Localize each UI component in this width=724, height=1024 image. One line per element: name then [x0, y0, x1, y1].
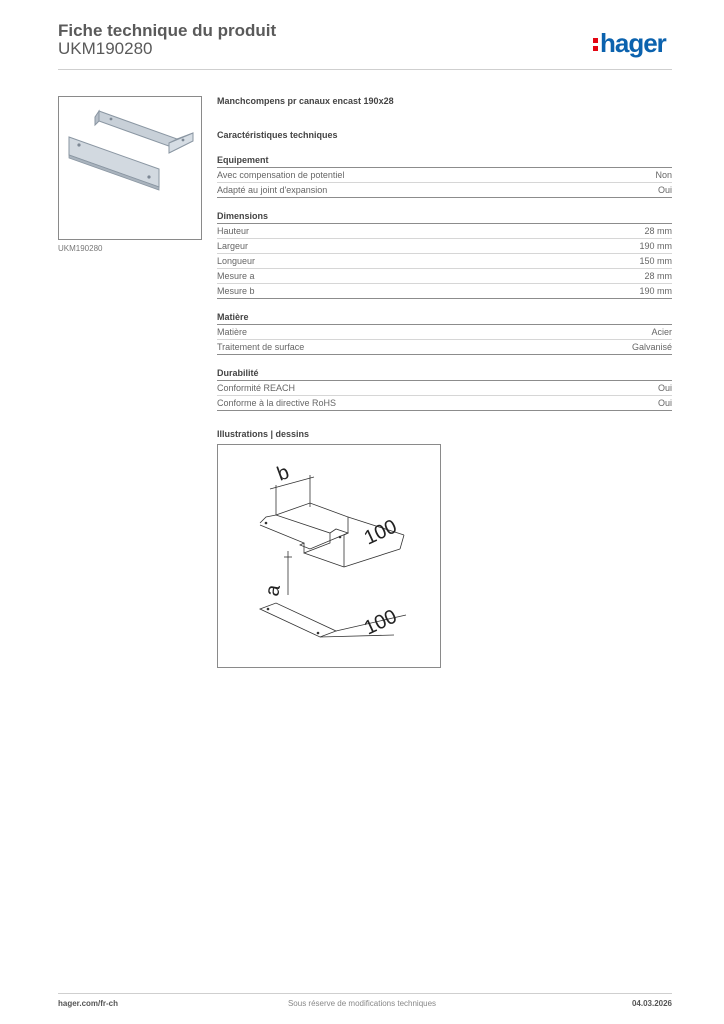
- logo-text: hager: [600, 28, 666, 58]
- spec-group-title: Dimensions: [217, 211, 672, 224]
- dimension-100-top-label: 100: [360, 515, 401, 550]
- spec-label: Longueur: [217, 256, 256, 266]
- product-reference: UKM190280: [58, 39, 153, 58]
- spec-group-durabilite: [217, 368, 672, 411]
- spec-group-title: Matière: [217, 312, 672, 325]
- spec-row: [217, 396, 672, 411]
- spec-value: 190 mm: [639, 286, 672, 296]
- spec-row: [217, 224, 672, 239]
- spec-value: 150 mm: [639, 256, 672, 266]
- spec-group-title: Equipement: [217, 155, 672, 168]
- spec-value: 28 mm: [644, 271, 672, 281]
- footer-date: 04.03.2026: [631, 999, 672, 1008]
- spec-label: Largeur: [217, 241, 249, 251]
- dimension-100-bottom-label: 100: [360, 605, 401, 640]
- spec-label: Adapté au joint d'expansion: [217, 185, 328, 195]
- spec-label: Mesure b: [217, 286, 255, 296]
- product-name: Manchcompens pr canaux encast 190x28: [217, 96, 394, 106]
- spec-group-equipement: [217, 155, 672, 198]
- spec-label: Conforme à la directive RoHS: [217, 398, 337, 408]
- spec-label: Avec compensation de potentiel: [217, 170, 345, 180]
- logo-dots-icon: [592, 34, 599, 54]
- illustrations-title: Illustrations | dessins: [217, 429, 310, 439]
- hager-logo: [592, 28, 666, 59]
- spec-value: Galvanisé: [631, 342, 672, 352]
- spec-label: Hauteur: [217, 226, 250, 236]
- spec-row: [217, 381, 672, 396]
- dimension-b-label: b: [274, 461, 293, 486]
- spec-row: [217, 284, 672, 299]
- spec-row: [217, 183, 672, 198]
- spec-group-dimensions: [217, 211, 672, 299]
- page-title: Fiche technique du produit: [58, 21, 277, 40]
- spec-column: [217, 96, 672, 441]
- spec-row: [217, 168, 672, 183]
- spec-label: Matière: [217, 327, 248, 337]
- spec-row: [217, 254, 672, 269]
- header-divider: [58, 69, 672, 70]
- spec-value: 28 mm: [644, 226, 672, 236]
- product-image: [58, 96, 202, 240]
- footer-notice: Sous réserve de modifications techniques: [287, 999, 437, 1008]
- spec-value: Non: [655, 170, 672, 180]
- dimension-a-label: a: [261, 583, 285, 598]
- spec-value: Oui: [657, 383, 672, 393]
- spec-value: Oui: [657, 185, 672, 195]
- tech-section-title: Caractéristiques techniques: [217, 130, 338, 140]
- product-image-caption: UKM190280: [58, 244, 103, 253]
- spec-label: Traitement de surface: [217, 342, 305, 352]
- footer-website-link[interactable]: hager.com/fr-ch: [58, 999, 119, 1008]
- spec-label: Conformité REACH: [217, 383, 296, 393]
- spec-value: 190 mm: [639, 241, 672, 251]
- spec-group-matiere: [217, 312, 672, 355]
- product-photo-icon: [59, 97, 201, 239]
- spec-row: [217, 269, 672, 284]
- spec-label: Mesure a: [217, 271, 255, 281]
- spec-row: [217, 239, 672, 254]
- footer-divider: [58, 993, 672, 994]
- spec-group-title: Durabilité: [217, 368, 672, 381]
- spec-row: [217, 325, 672, 340]
- spec-row: [217, 340, 672, 355]
- spec-value: Oui: [657, 398, 672, 408]
- spec-value: Acier: [651, 327, 672, 337]
- dimension-drawing-icon: [218, 445, 440, 667]
- technical-drawing: [217, 444, 441, 668]
